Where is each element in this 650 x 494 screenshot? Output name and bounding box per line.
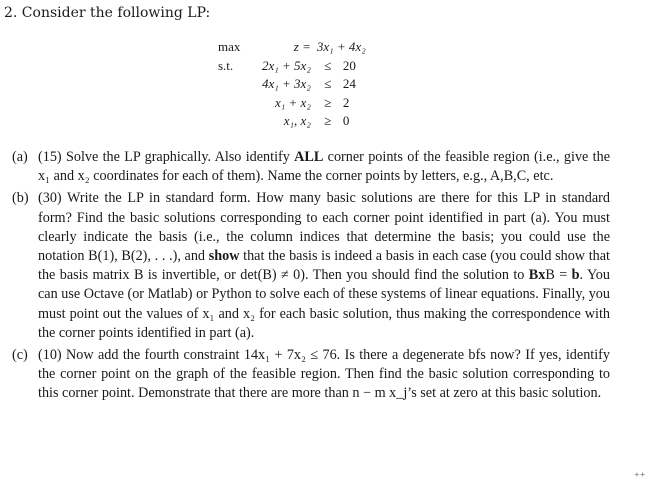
bold-run: Bx [528, 267, 546, 284]
constraint-rhs: 0 [342, 113, 350, 129]
question-title: 2. Consider the following LP: [4, 5, 211, 21]
constraint-row [218, 57, 366, 76]
constraint-rhs: 24 [342, 76, 356, 92]
constraint-relation: ≥ [324, 94, 332, 110]
constraint-rhs: 20 [342, 57, 356, 73]
text-run: that the basis is indeed a basis in each case (you could show that the basis matrix B is invertible, or det(B) ≠ 0). Then you should find the solution to [38, 248, 610, 284]
constraint-relation: ≤ [324, 76, 332, 92]
edge-glyph-icon: ⁺⁺ [634, 470, 646, 483]
text-run: B = [545, 267, 572, 284]
part-b [12, 189, 610, 343]
constraint-relation: ≥ [324, 113, 332, 129]
text-run: . You can use Octave (or Matlab) or Python to solve each of these systems of linear equations. Finally, you must point out the values of x₁ and x₂ for each basic solution, thus making the correspondence with the corner points identified in part (a). [38, 267, 610, 341]
constraint-row [218, 75, 366, 94]
part-label: (c) [12, 347, 28, 364]
constraint-lhs: 2x₁ + 5x₂ [262, 57, 311, 73]
part-label: (b) [12, 190, 29, 207]
objective-label: max [218, 39, 241, 54]
part-a [12, 148, 610, 186]
objective-row [218, 38, 366, 57]
constraints-label: s.t. [218, 57, 234, 73]
text-run: (10) Now add the fourth constraint 14x₁ + 7x₂ ≤ 76. Is there a degenerate bfs now? If yes, identify the corner point on the graph of the feasible region. Then find the basic solution corresponding to this corner point. Demonstrate that there are more than n − m x_j’s set at zero at this basic solution. [38, 347, 610, 402]
text-run: (15) Solve the LP graphically. Also identify [38, 149, 295, 165]
bold-run: b [571, 267, 580, 284]
part-text [38, 148, 610, 186]
objective-rhs: 3x₁ + 4x₂ [316, 39, 366, 54]
bold-run: show [208, 248, 240, 265]
lp-table [218, 38, 366, 131]
text-run: (30) Write the LP in standard form. How many basic solutions are there for this LP in standard form? Find the basic solutions corresponding to each corner point identified in part (a). You must clearly indicate the basis (i.e., the column indices that determine the basis; you could use the notation B(1), B(2), . . .), and [38, 190, 610, 265]
part-c [12, 346, 610, 404]
lp-formulation [218, 38, 366, 131]
constraint-lhs: x₁ + x₂ [275, 94, 311, 110]
text-run: corner points of the feasible region (i.e., give the x₁ and x₂ coordinates for each of them). Name the corner points by letters, e.g., A,B,C, etc. [38, 149, 611, 185]
part-text [38, 346, 610, 404]
question-parts [12, 148, 610, 407]
objective-lhs: z = [293, 39, 311, 54]
part-label: (a) [12, 149, 28, 165]
constraint-relation: ≤ [324, 57, 332, 73]
constraint-row [218, 94, 366, 113]
constraint-lhs: 4x₁ + 3x₂ [262, 76, 311, 92]
constraint-rhs: 2 [342, 94, 350, 110]
part-text [38, 189, 610, 343]
constraint-lhs: x₁, x₂ [283, 113, 311, 129]
bold-run: ALL [294, 149, 324, 165]
constraint-row [218, 112, 366, 131]
